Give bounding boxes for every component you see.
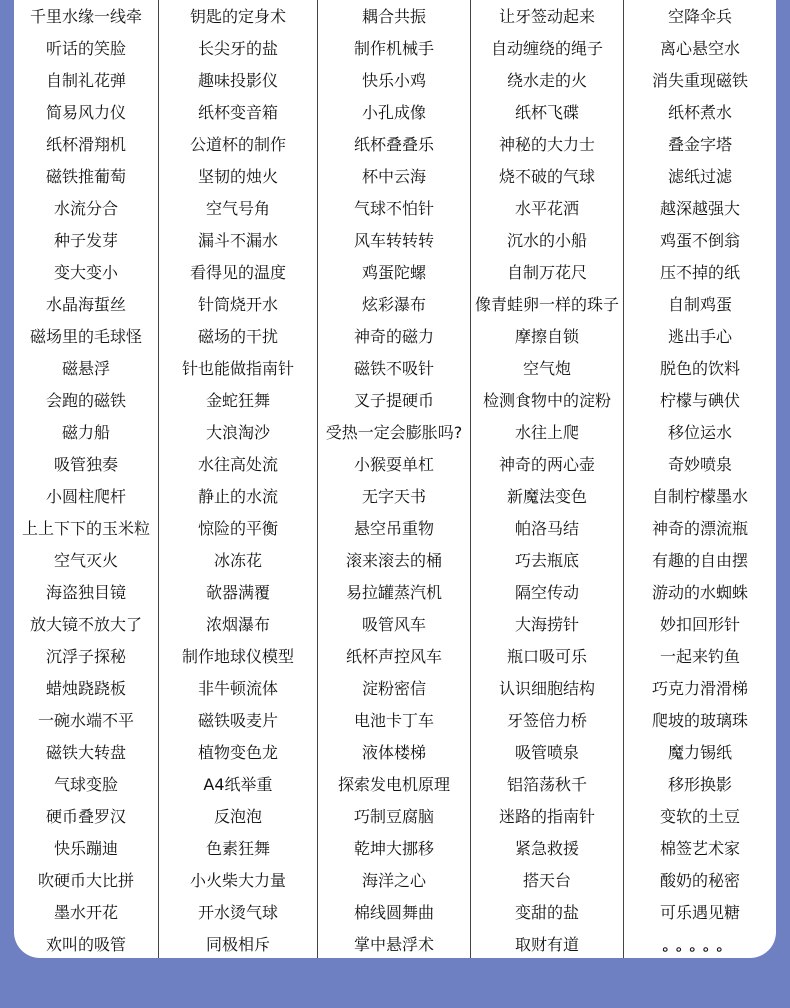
experiment-item: 一起来钓鱼 [659, 647, 740, 666]
experiment-item: 耦合共振 [361, 7, 426, 26]
experiment-item: 吹硬币大比拼 [37, 871, 134, 890]
experiment-item: 掌中悬浮术 [353, 935, 434, 954]
experiment-item: 磁铁不吸针 [353, 359, 434, 378]
experiment-item: 浓烟瀑布 [205, 615, 270, 634]
experiment-item: 绕水走的火 [506, 71, 587, 90]
experiment-grid [14, 0, 776, 958]
experiment-item: 鸡蛋陀螺 [361, 263, 426, 282]
column-2 [158, 0, 317, 958]
experiment-item: 迷路的指南针 [498, 807, 595, 826]
experiment-item: 铝箔荡秋千 [506, 775, 587, 794]
experiment-item: 欢叫的吸管 [45, 935, 126, 954]
column-1 [14, 0, 158, 958]
column-3 [317, 0, 470, 958]
experiment-item: 静止的水流 [197, 487, 278, 506]
experiment-item: 纸杯飞碟 [514, 103, 579, 122]
experiment-item: 吸管独奏 [53, 455, 118, 474]
experiment-item: 放大镜不放大了 [29, 615, 142, 634]
experiment-item: 气球变脸 [53, 775, 118, 794]
experiment-item: 蜡烛跷跷板 [45, 679, 126, 698]
experiment-item: 杯中云海 [361, 167, 426, 186]
experiment-item: 空气炮 [522, 359, 571, 378]
experiment-list-card [14, 0, 776, 958]
experiment-item: 纸杯煮水 [667, 103, 732, 122]
experiment-item: 瓶口吸可乐 [506, 647, 587, 666]
experiment-item: 磁悬浮 [61, 359, 110, 378]
experiment-item: 压不掉的纸 [659, 263, 740, 282]
experiment-item: 自制礼花弹 [45, 71, 126, 90]
experiment-item: 同极相斥 [205, 935, 270, 954]
experiment-item: 水往上爬 [514, 423, 579, 442]
experiment-item: 冰冻花 [213, 551, 262, 570]
experiment-item: 非牛顿流体 [197, 679, 278, 698]
experiment-item: 磁铁大转盘 [45, 743, 126, 762]
experiment-item: 神秘的大力士 [498, 135, 595, 154]
experiment-item: 认识细胞结构 [498, 679, 595, 698]
experiment-item: 墨水开花 [53, 903, 118, 922]
experiment-item: 液体楼梯 [361, 743, 426, 762]
experiment-item: 制作机械手 [353, 39, 434, 58]
experiment-item: 漏斗不漏水 [197, 231, 278, 250]
experiment-item: 神奇的两心壶 [498, 455, 595, 474]
experiment-item: 小火柴大力量 [189, 871, 286, 890]
experiment-item: 磁力船 [61, 423, 110, 442]
experiment-item: 小圆柱爬杆 [45, 487, 126, 506]
experiment-item: 气球不怕针 [353, 199, 434, 218]
experiment-item: 硬币叠罗汉 [45, 807, 126, 826]
experiment-item: 沉水的小船 [506, 231, 587, 250]
experiment-item: 移位运水 [667, 423, 732, 442]
experiment-item: 趣味投影仪 [197, 71, 278, 90]
experiment-item: 长尖牙的盐 [197, 39, 278, 58]
experiment-item: 隔空传动 [514, 583, 579, 602]
experiment-item: 神奇的磁力 [353, 327, 434, 346]
experiment-item: 脱色的饮料 [659, 359, 740, 378]
experiment-item: 紧急救援 [514, 839, 579, 858]
experiment-item: 新魔法变色 [506, 487, 587, 506]
experiment-item: 磁铁吸麦片 [197, 711, 278, 730]
experiment-item: 钥匙的定身术 [189, 7, 286, 26]
experiment-item: 千里水缘一线牵 [29, 7, 142, 26]
experiment-item: 磁铁推葡萄 [45, 167, 126, 186]
experiment-item: 游动的水蜘蛛 [651, 583, 748, 602]
experiment-item: 上上下下的玉米粒 [21, 519, 150, 538]
experiment-item: 烧不破的气球 [498, 167, 595, 186]
experiment-item: 公道杯的制作 [189, 135, 286, 154]
experiment-item: 变大变小 [53, 263, 118, 282]
experiment-item: 看得见的温度 [189, 263, 286, 282]
column-4 [470, 0, 623, 958]
experiment-item: 反泡泡 [213, 807, 262, 826]
experiment-item: 魔力锡纸 [667, 743, 732, 762]
experiment-item: 摩擦自锁 [514, 327, 579, 346]
experiment-item: 消失重现磁铁 [651, 71, 748, 90]
experiment-item: 让牙签动起来 [498, 7, 595, 26]
experiment-item: 检测食物中的淀粉 [482, 391, 611, 410]
experiment-item: 逃出手心 [667, 327, 732, 346]
experiment-item: 简易风力仪 [45, 103, 126, 122]
experiment-item: 帕洛马结 [514, 519, 579, 538]
experiment-item: 鸡蛋不倒翁 [659, 231, 740, 250]
experiment-item: 坚韧的烛火 [197, 167, 278, 186]
experiment-item: 纸杯叠叠乐 [353, 135, 434, 154]
experiment-item: 受热一定会膨胀吗? [325, 423, 463, 442]
experiment-item: 磁场里的毛球怪 [29, 327, 142, 346]
experiment-item: 无字天书 [361, 487, 426, 506]
experiment-item: 离心悬空水 [659, 39, 740, 58]
experiment-item: 会跑的磁铁 [45, 391, 126, 410]
experiment-item: 滚来滚去的桶 [345, 551, 442, 570]
experiment-item: 可乐遇见糖 [659, 903, 740, 922]
experiment-item: 像青蛙卵一样的珠子 [474, 295, 619, 314]
experiment-item: 神奇的漂流瓶 [651, 519, 748, 538]
experiment-item: 奇妙喷泉 [667, 455, 732, 474]
experiment-item: 水往高处流 [197, 455, 278, 474]
experiment-item: 妙扣回形针 [659, 615, 740, 634]
experiment-item: 变甜的盐 [514, 903, 579, 922]
experiment-item: 水晶海蜇丝 [45, 295, 126, 314]
experiment-item: 棉签艺术家 [659, 839, 740, 858]
experiment-item: 沉浮子探秘 [45, 647, 126, 666]
experiment-item: 制作地球仪模型 [181, 647, 294, 666]
experiment-item: 吸管风车 [361, 615, 426, 634]
experiment-item: 水流分合 [53, 199, 118, 218]
experiment-item: A4纸举重 [203, 775, 273, 794]
experiment-item: 棉线圆舞曲 [353, 903, 434, 922]
experiment-item: 自制万花尺 [506, 263, 587, 282]
experiment-item: 探索发电机原理 [337, 775, 450, 794]
experiment-item: 快乐小鸡 [361, 71, 426, 90]
experiment-item: 。。。。。 [662, 936, 738, 954]
experiment-item: 空降伞兵 [667, 7, 732, 26]
experiment-item: 水平花洒 [514, 199, 579, 218]
experiment-item: 取财有道 [514, 935, 579, 954]
experiment-item: 自动缠绕的绳子 [490, 39, 603, 58]
experiment-item: 越深越强大 [659, 199, 740, 218]
experiment-item: 色素狂舞 [205, 839, 270, 858]
column-5 [623, 0, 776, 958]
experiment-item: 自制柠檬墨水 [651, 487, 748, 506]
experiment-item: 变软的土豆 [659, 807, 740, 826]
experiment-item: 电池卡丁车 [353, 711, 434, 730]
experiment-item: 大海捞针 [514, 615, 579, 634]
experiment-item: 叠金字塔 [667, 135, 732, 154]
experiment-item: 植物变色龙 [197, 743, 278, 762]
experiment-item: 欹器满覆 [205, 583, 270, 602]
experiment-item: 柠檬与碘伏 [659, 391, 740, 410]
experiment-item: 乾坤大挪移 [353, 839, 434, 858]
experiment-item: 磁场的干扰 [197, 327, 278, 346]
experiment-item: 牙签倍力桥 [506, 711, 587, 730]
experiment-item: 淀粉密信 [361, 679, 426, 698]
experiment-item: 爬坡的玻璃珠 [651, 711, 748, 730]
experiment-item: 滤纸过滤 [667, 167, 732, 186]
experiment-item: 纸杯声控风车 [345, 647, 442, 666]
experiment-item: 空气灭火 [53, 551, 118, 570]
experiment-item: 大浪淘沙 [205, 423, 270, 442]
experiment-item: 小猴耍单杠 [353, 455, 434, 474]
experiment-item: 吸管喷泉 [514, 743, 579, 762]
experiment-item: 搭天台 [522, 871, 571, 890]
experiment-item: 金蛇狂舞 [205, 391, 270, 410]
experiment-item: 快乐蹦迪 [53, 839, 118, 858]
experiment-item: 针筒烧开水 [197, 295, 278, 314]
experiment-item: 移形换影 [667, 775, 732, 794]
experiment-item: 纸杯变音箱 [197, 103, 278, 122]
experiment-item: 种子发芽 [53, 231, 118, 250]
experiment-item: 针也能做指南针 [181, 359, 294, 378]
experiment-item: 小孔成像 [361, 103, 426, 122]
experiment-item: 一碗水端不平 [37, 711, 134, 730]
experiment-item: 巧去瓶底 [514, 551, 579, 570]
experiment-item: 空气号角 [205, 199, 270, 218]
experiment-item: 开水烫气球 [197, 903, 278, 922]
experiment-item: 纸杯滑翔机 [45, 135, 126, 154]
experiment-item: 叉子提硬币 [353, 391, 434, 410]
experiment-item: 巧克力滑滑梯 [651, 679, 748, 698]
experiment-item: 酸奶的秘密 [659, 871, 740, 890]
experiment-item: 悬空吊重物 [353, 519, 434, 538]
experiment-item: 有趣的自由摆 [651, 551, 748, 570]
experiment-item: 惊险的平衡 [197, 519, 278, 538]
experiment-item: 海洋之心 [361, 871, 426, 890]
experiment-item: 自制鸡蛋 [667, 295, 732, 314]
experiment-item: 易拉罐蒸汽机 [345, 583, 442, 602]
experiment-item: 巧制豆腐脑 [353, 807, 434, 826]
experiment-item: 炫彩瀑布 [361, 295, 426, 314]
experiment-item: 听话的笑脸 [45, 39, 126, 58]
experiment-item: 风车转转转 [353, 231, 434, 250]
experiment-item: 海盗独目镜 [45, 583, 126, 602]
